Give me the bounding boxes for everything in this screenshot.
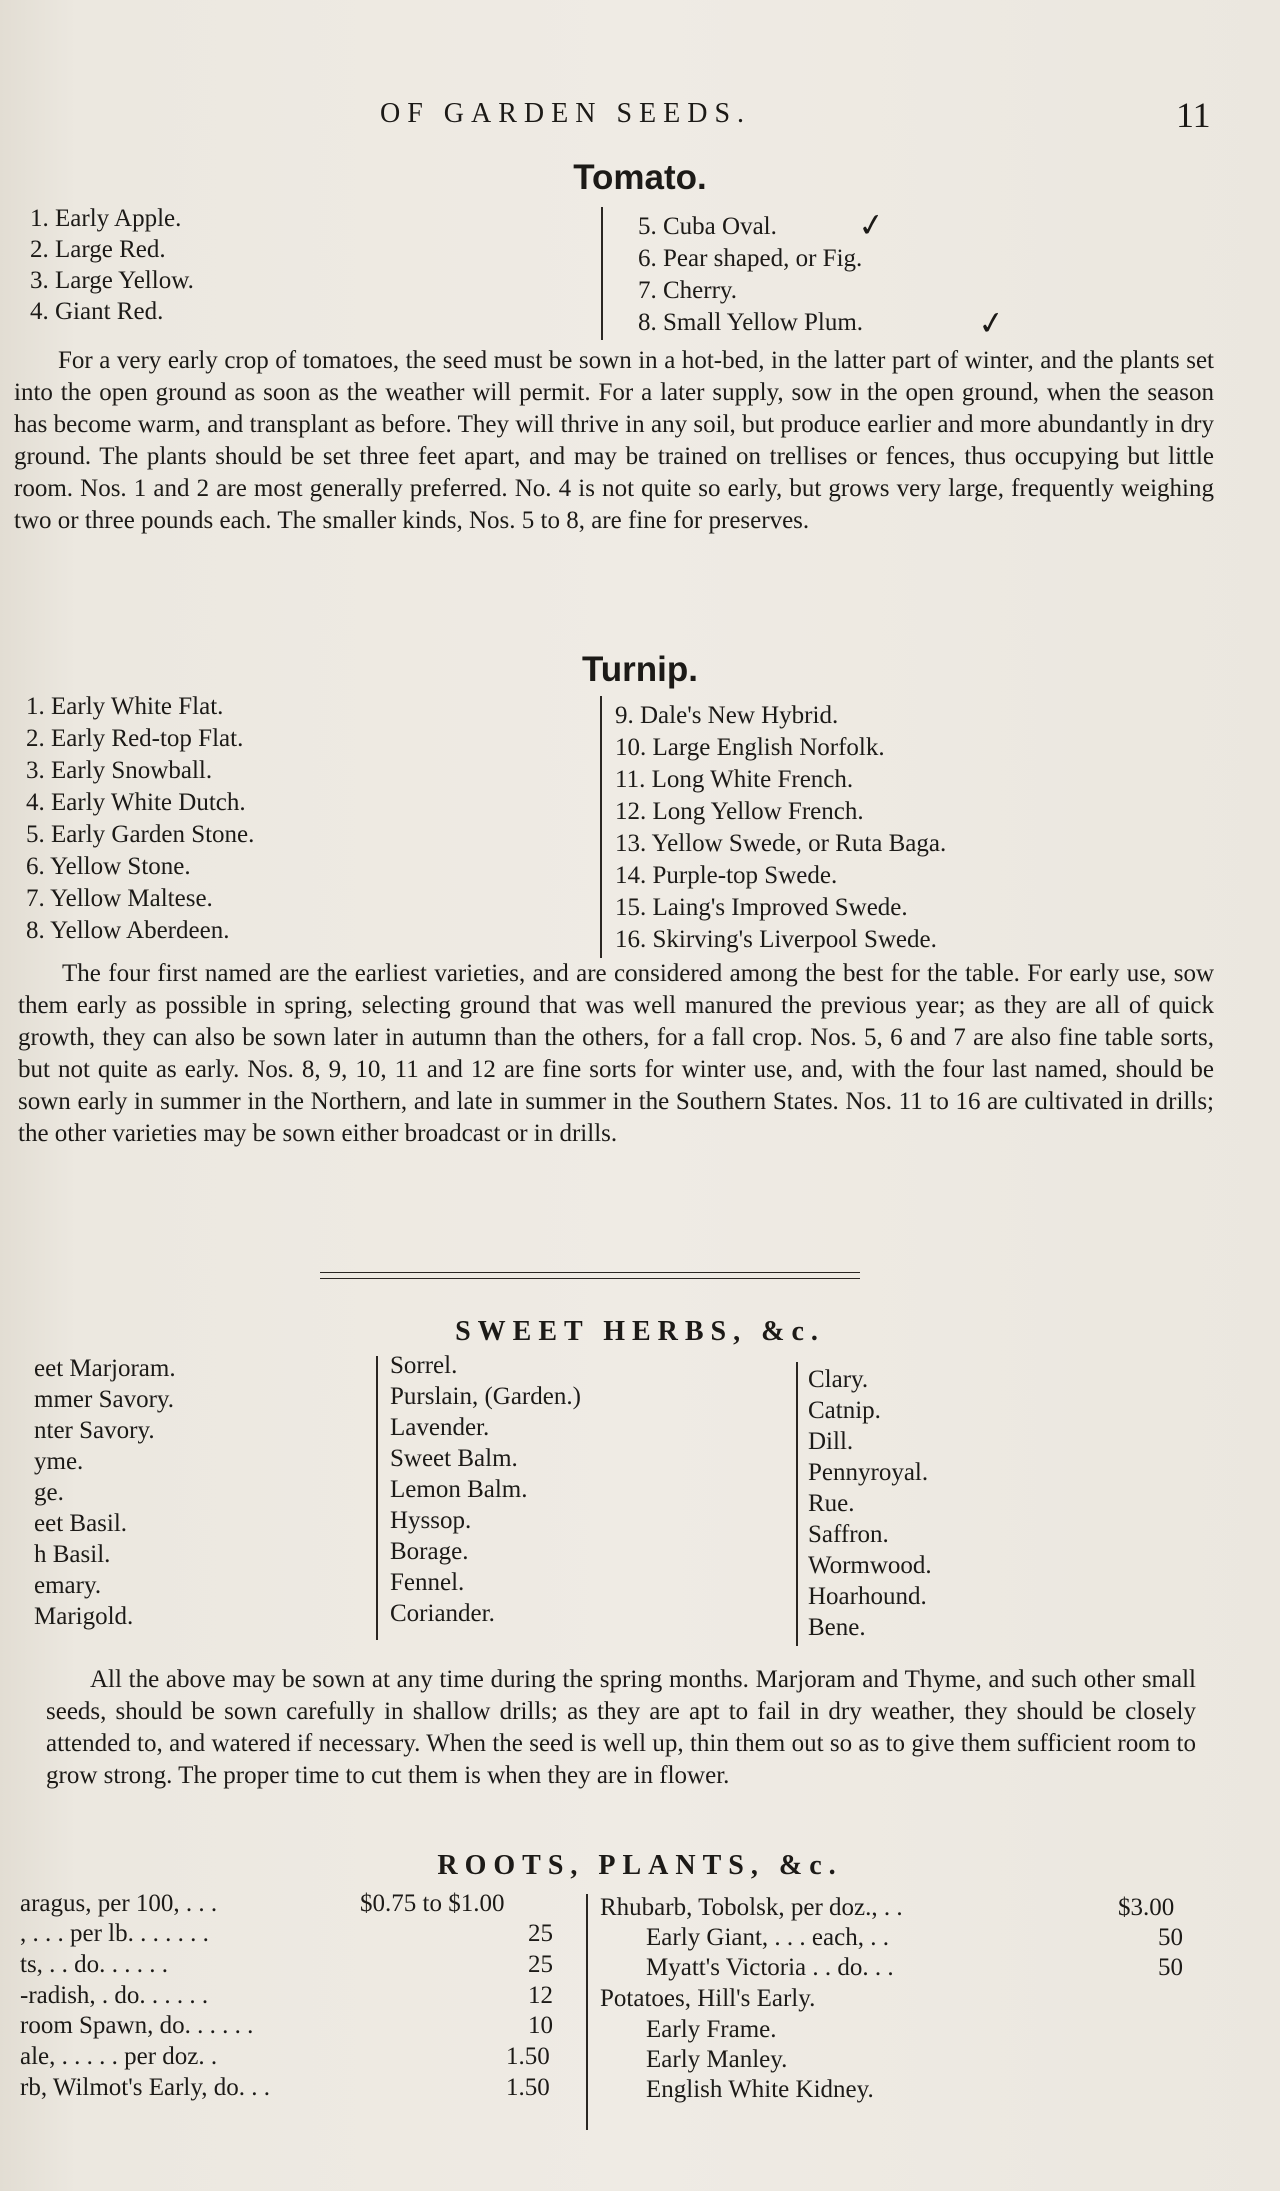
price-row: ale, . . . . . per doz. . <box>20 2043 218 2070</box>
herbs-heading: SWEET HERBS, &c. <box>455 1316 825 1347</box>
tomato-heading: Tomato. <box>573 158 707 197</box>
column-divider <box>796 1362 798 1646</box>
list-item: Dill. <box>808 1428 854 1455</box>
list-item: Fennel. <box>390 1569 465 1596</box>
herbs-list-col1 <box>34 1353 176 1632</box>
price-row: Myatt's Victoria . . do. . . <box>646 1954 894 1981</box>
list-item: mmer Savory. <box>34 1386 175 1413</box>
list-item: Catnip. <box>808 1397 881 1424</box>
list-item: ge. <box>34 1479 64 1506</box>
list-item: Clary. <box>808 1366 869 1393</box>
list-item: 4. Giant Red. <box>30 298 164 325</box>
price-row: rb, Wilmot's Early, do. . . <box>20 2074 270 2101</box>
list-item: 7. Cherry. <box>638 277 738 304</box>
list-item: 5. Early Garden Stone. <box>26 821 255 848</box>
price-row: -radish, . do. . . . . . <box>20 1982 209 2009</box>
list-item: Lemon Balm. <box>390 1476 528 1503</box>
list-item: 12. Long Yellow French. <box>615 798 864 825</box>
section-rule <box>320 1272 860 1273</box>
list-item: 3. Large Yellow. <box>30 267 194 294</box>
list-item: 1. Early White Flat. <box>26 693 224 720</box>
price-row: Early Frame. <box>646 2016 777 2043</box>
price-value: 50 <box>1158 1924 1183 1951</box>
list-item: Bene. <box>808 1614 866 1641</box>
running-title: OF GARDEN SEEDS. <box>380 98 752 129</box>
list-item: nter Savory. <box>34 1417 155 1444</box>
tomato-list-left <box>30 203 194 327</box>
price-row: Potatoes, Hill's Early. <box>600 1985 816 2012</box>
list-item: Pennyroyal. <box>808 1459 929 1486</box>
list-item: 15. Laing's Improved Swede. <box>615 894 908 921</box>
price-row: aragus, per 100, . . . <box>20 1890 218 1917</box>
list-item: 2. Large Red. <box>30 236 166 263</box>
list-item: 6. Yellow Stone. <box>26 853 191 880</box>
list-item: Sorrel. <box>390 1352 458 1379</box>
page-number: 11 <box>1176 95 1211 135</box>
list-item: 16. Skirving's Liverpool Swede. <box>615 926 937 953</box>
list-item: 13. Yellow Swede, or Ruta Baga. <box>615 830 947 857</box>
list-item: Hoarhound. <box>808 1583 927 1610</box>
list-item: Purslain, (Garden.) <box>390 1383 581 1410</box>
list-item: Wormwood. <box>808 1552 932 1579</box>
column-divider <box>600 696 602 958</box>
price-value: 10 <box>528 2012 553 2039</box>
price-value: 1.50 <box>506 2043 550 2070</box>
price-value: $3.00 <box>1118 1894 1175 1921</box>
turnip-list-right <box>615 700 946 956</box>
list-item: 1. Early Apple. <box>30 205 182 232</box>
list-item: 9. Dale's New Hybrid. <box>615 702 839 729</box>
column-divider <box>601 207 603 340</box>
list-item: eet Basil. <box>34 1510 128 1537</box>
price-value: 1.50 <box>506 2074 550 2101</box>
list-item: 8. Small Yellow Plum. <box>638 309 864 336</box>
list-item: 11. Long White French. <box>615 766 854 793</box>
list-item: Lavender. <box>390 1414 490 1441</box>
list-item: 4. Early White Dutch. <box>26 789 246 816</box>
list-item: Coriander. <box>390 1600 495 1627</box>
list-item: 10. Large English Norfolk. <box>615 734 885 761</box>
price-row: English White Kidney. <box>646 2076 874 2103</box>
turnip-paragraph: The four first named are the earliest varieties, and are considered among the best for the table. For early use, sow them early as possible in spring, selecting ground that was well manured the previous year; as they are all of quick growth, they can also be sown later in autumn than the others, for a fall crop. Nos. 5, 6 and 7 are also fine table sorts, but not quite as early. Nos. 8, 9, 10, 11 and 12 are fine sorts for winter use, and, with the four last named, should be sown early in summer in the Northern, and late in summer in the Southern States. Nos. 11 to 16 are cultivated in drills; the other varieties may be sown either broadcast or in drills. <box>18 960 1214 1147</box>
price-row: Rhubarb, Tobolsk, per doz., . . <box>600 1894 903 1921</box>
price-row: ts, . . do. . . . . . <box>20 1951 168 1978</box>
section-rule <box>320 1278 860 1279</box>
list-item: Saffron. <box>808 1521 889 1548</box>
list-item: Rue. <box>808 1490 855 1517</box>
list-item: eet Marjoram. <box>34 1355 176 1382</box>
price-row: Early Giant, . . . each, . . <box>646 1924 889 1951</box>
list-item: Marigold. <box>34 1603 134 1630</box>
list-item: 2. Early Red-top Flat. <box>26 725 244 752</box>
handwritten-check-mark: ✓ <box>975 302 1008 344</box>
list-item: emary. <box>34 1572 102 1599</box>
herbs-list-col3 <box>808 1364 932 1643</box>
price-value: 12 <box>528 1982 553 2009</box>
column-divider <box>376 1356 378 1640</box>
handwritten-check-mark: ✓ <box>855 204 888 246</box>
price-value: 25 <box>528 1920 553 1947</box>
column-divider <box>586 1894 588 2130</box>
herbs-paragraph: All the above may be sown at any time during the spring months. Marjoram and Thyme, and such other small seeds, should be sown carefully in shallow drills; as they are apt to fail in dry weather, they should be closely attended to, and watered if necessary. When the seed is well up, thin them out so as to give them sufficient room to grow strong. The proper time to cut them is when they are in flower. <box>46 1666 1196 1789</box>
list-item: 3. Early Snowball. <box>26 757 213 784</box>
list-item: 6. Pear shaped, or Fig. <box>638 245 863 272</box>
price-row: , . . . per lb. . . . . . . <box>20 1920 209 1947</box>
herbs-list-col2 <box>390 1350 581 1629</box>
tomato-list-right <box>638 211 863 339</box>
price-value: 50 <box>1158 1954 1183 1981</box>
list-item: 7. Yellow Maltese. <box>26 885 213 912</box>
list-item: Sweet Balm. <box>390 1445 518 1472</box>
turnip-heading: Turnip. <box>582 650 698 689</box>
list-item: 5. Cuba Oval. <box>638 213 777 240</box>
price-row: Early Manley. <box>646 2046 788 2073</box>
list-item: h Basil. <box>34 1541 111 1568</box>
turnip-list-left <box>26 691 254 947</box>
price-row: room Spawn, do. . . . . . <box>20 2012 254 2039</box>
price-value: $0.75 to $1.00 <box>360 1890 505 1917</box>
price-value: 25 <box>528 1951 553 1978</box>
list-item: yme. <box>34 1448 84 1475</box>
tomato-paragraph: For a very early crop of tomatoes, the seed must be sown in a hot-bed, in the latter part of winter, and the plants set into the open ground as soon as the weather will permit. For a later supply, sow in the open ground, when the season has become warm, and transplant as before. They will thrive in any soil, but produce earlier and more abundantly in dry ground. The plants should be set three feet apart, and may be trained on trellises or fences, thus occupying but little room. Nos. 1 and 2 are most generally preferred. No. 4 is not quite so early, but grows very large, frequently weighing two or three pounds each. The smaller kinds, Nos. 5 to 8, are fine for preserves. <box>14 347 1214 534</box>
list-item: 14. Purple-top Swede. <box>615 862 838 889</box>
list-item: 8. Yellow Aberdeen. <box>26 917 230 944</box>
roots-heading: ROOTS, PLANTS, &c. <box>437 1850 843 1881</box>
list-item: Hyssop. <box>390 1507 472 1534</box>
list-item: Borage. <box>390 1538 469 1565</box>
